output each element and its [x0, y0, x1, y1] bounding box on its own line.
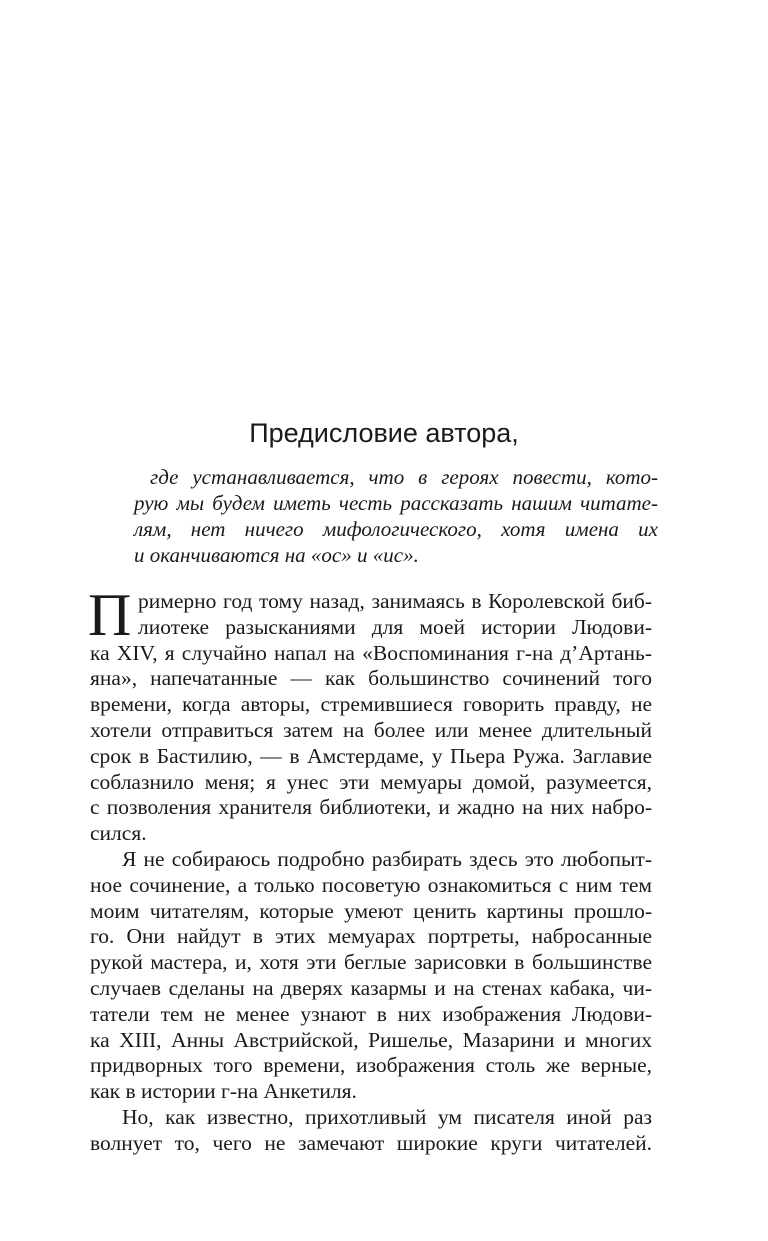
- epigraph-line: рую мы будем иметь честь рассказать нашим читате-: [134, 491, 658, 515]
- text-line: ка XIV, я случайно напал на «Воспоминания г-на д’Артань-: [90, 640, 652, 665]
- text-line: с позволения хранителя библиотеки, и жадно на них набро-: [90, 795, 652, 820]
- epigraph-line: лям, нет ничего мифологического, хотя имена их: [134, 517, 658, 541]
- text-line: ное сочинение, а только посоветую ознакомиться с ним тем: [90, 872, 652, 897]
- text-line: придворных того времени, изображения столь же верные,: [90, 1053, 652, 1078]
- text-line: яна», напечатанные — как большинство сочинений того: [90, 666, 652, 691]
- text-line: хотели отправиться затем на более или менее длительный: [90, 717, 652, 742]
- text-line: римерно год тому назад, занимаясь в Королевской биб-: [138, 589, 652, 613]
- text-line: сился.: [90, 821, 147, 846]
- chapter-epigraph: [134, 464, 658, 568]
- epigraph-line: где устанавливается, что в героях повести, кото-: [150, 465, 658, 489]
- paragraph-2: [90, 847, 652, 1105]
- text-line: ка XIII, Анны Австрийской, Ришелье, Мазарини и многих: [90, 1027, 652, 1052]
- text-line: соблазнило меня; я унес эти мемуары домой, разумеется,: [90, 769, 652, 794]
- text-line: волнует то, чего не замечают широкие круги читателей.: [90, 1130, 652, 1155]
- chapter-title: Предисловие автора,: [249, 418, 519, 448]
- epigraph-line: и оканчиваются на «ос» и «ис».: [134, 543, 419, 567]
- text-line: татели тем не менее узнают в них изображения Людови-: [90, 1001, 652, 1026]
- text-line: го. Они найдут в этих мемуарах портреты, набросанные: [90, 924, 652, 949]
- text-line: срок в Бастилию, — в Амстердаме, у Пьера Ружа. Заглавие: [90, 743, 652, 768]
- paragraph-3: [90, 1105, 652, 1157]
- text-line: моим читателям, которые умеют ценить картины прошло-: [90, 898, 652, 923]
- text-line: как в истории г-на Анкетиля.: [90, 1079, 357, 1104]
- text-line: времени, когда авторы, стремившиеся говорить правду, не: [90, 692, 652, 717]
- body-text: [88, 582, 652, 1157]
- paragraph-1: [88, 582, 652, 847]
- text-line: рукой мастера, и, хотя эти беглые зарисовки в большинстве: [90, 950, 652, 975]
- text-line: лиотеке разысканиями для моей истории Людови-: [138, 614, 652, 639]
- text-line: Но, как известно, прихотливый ум писателя иной раз: [122, 1104, 652, 1129]
- text-line: случаев сделаны на дверях казармы и на стенах кабака, чи-: [90, 975, 652, 1000]
- text-line: Я не собираюсь подробно разбирать здесь это любопыт-: [122, 846, 652, 871]
- drop-cap: П: [88, 582, 132, 648]
